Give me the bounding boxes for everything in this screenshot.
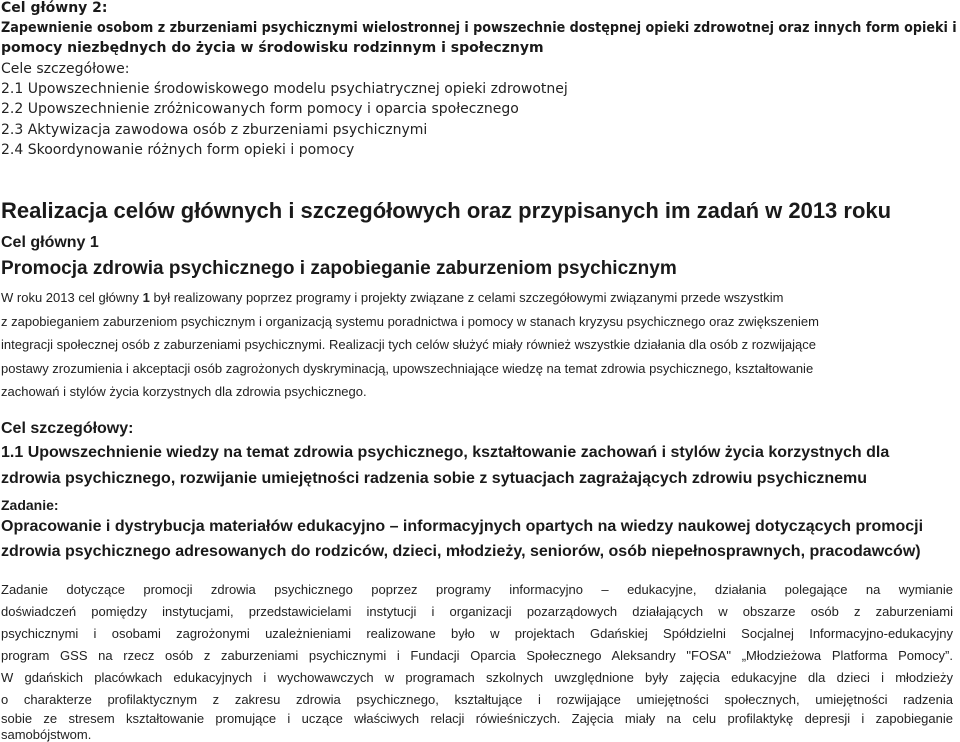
specific-goal-line-1: 1.1 Upowszechnienie wiedzy na temat zdrowia psychicznego, kształtowanie zachowań i stylów życia korzystnych dla [1, 444, 890, 461]
goal-2-text-line-2: pomocy niezbędnych do życia w środowisku rodzinnym i społecznym [1, 40, 544, 56]
paragraph-1-text: był realizowany poprzez programy i projekty związane z celami szczegółowymi związanymi przede wszystkim [149, 290, 784, 305]
specific-goal-line-2: zdrowia psychicznego, rozwijanie umiejętności radzenia sobie z sytuacjach zagrażających zdrowiu psychicznemu [1, 470, 868, 487]
paragraph-2-line: psychicznymi i osobami zagrożonymi uzależnieniami realizowane było w projektach Gdańskiej Spółdzielni Socjalnej Informacyjno-edukacyjny [1, 626, 953, 641]
goal-2-label: Cel główny 2: [1, 0, 108, 16]
paragraph-1-line: zachowań i stylów życia korzystnych dla zdrowia psychicznego. [1, 384, 367, 399]
report-title: Realizacja celów głównych i szczegółowych oraz przypisanych im zadań w 2013 roku [1, 198, 892, 223]
paragraph-2-line: Zadanie dotyczące promocji zdrowia psychicznego poprzez programy informacyjno – edukacyjne, działania polegające na wymianie [1, 582, 953, 597]
task-label: Zadanie: [1, 497, 59, 513]
paragraph-2-line: sobie ze stresem kształtowanie promujące i uczące właściwych relacji rówieśniczych. Zajęcia miały na celu profilaktykę depresji i zapobieganie [1, 711, 953, 726]
goal-2-text-line-1: Zapewnienie osobom z zburzeniami psychicznymi wielostronnej i powszechnie dostępnej opieki zdrowotnej oraz innych form opieki i [1, 20, 957, 36]
task-line-1: Opracowanie i dystrybucja materiałów edukacyjno – informacyjnych opartych na wiedzy naukowej dotyczących promocji [1, 518, 924, 535]
specific-goal-label: Cel szczegółowy: [1, 420, 134, 437]
specific-goal-item: 2.4 Skoordynowanie różnych form opieki i pomocy [1, 142, 355, 158]
task-line-2: zdrowia psychicznego adresowanych do rodziców, dzieci, młodzieży, seniorów, osób niepełnosprawnych, pracodawców) [1, 543, 921, 560]
goal-number: 1 [142, 290, 150, 305]
specific-goal-item: 2.2 Upowszechnienie zróżnicowanych form pomocy i oparcia społecznego [1, 101, 519, 117]
specific-goal-item: 2.3 Aktywizacja zawodowa osób z zburzeniami psychicznymi [1, 122, 428, 138]
paragraph-1-line: postawy zrozumienia i akceptacji osób zagrożonych dyskryminacją, upowszechniające wiedzę na temat zdrowia psychicznego, kształtowanie [1, 361, 814, 376]
goal-1-title: Promocja zdrowia psychicznego i zapobieganie zaburzeniom psychicznym [1, 258, 677, 279]
paragraph-2-line: W gdańskich placówkach edukacyjnych i wychowawczych w programach szkolnych uwzględnione były zajęcia edukacyjne dla dzieci i młodzieży [1, 670, 953, 685]
paragraph-2-line: doświadczeń pomiędzy instytucjami, przedstawicielami instytucji i organizacji pozarządowych działających w obszarze osób z zaburzeniami [1, 604, 953, 619]
paragraph-2-line: o charakterze profilaktycznym z zakresu zdrowia psychicznego, kształtujące i rozwijające umiejętności społecznych, umiejętności radzenia [1, 692, 953, 707]
paragraph-1-line: z zapobieganiem zaburzeniom psychicznym i organizacją systemu poradnictwa i pomocy w stanach kryzysu psychicznego oraz zwiększeniem [1, 314, 819, 329]
paragraph-2-line: program GSS na rzecz osób z zaburzeniami psychicznymi i Fundacji Oparcia Społecznego Aleksandry "FOSA" „Młodzieżowa Platforma Pomocy”. [1, 648, 953, 663]
specific-goals-label: Cele szczegółowe: [1, 61, 130, 77]
paragraph-1-line [1, 290, 783, 305]
specific-goal-item: 2.1 Upowszechnienie środowiskowego modelu psychiatrycznej opieki zdrowotnej [1, 81, 568, 97]
paragraph-1-text: W roku 2013 cel główny [1, 290, 143, 305]
paragraph-1-line: integracji społecznej osób z zaburzeniami psychicznymi. Realizacji tych celów służyć miały również wszystkie działania dla osób z rozwijające [1, 337, 816, 352]
goal-1-label: Cel główny 1 [1, 234, 99, 251]
paragraph-2-line: samobójstwom. [1, 727, 92, 742]
